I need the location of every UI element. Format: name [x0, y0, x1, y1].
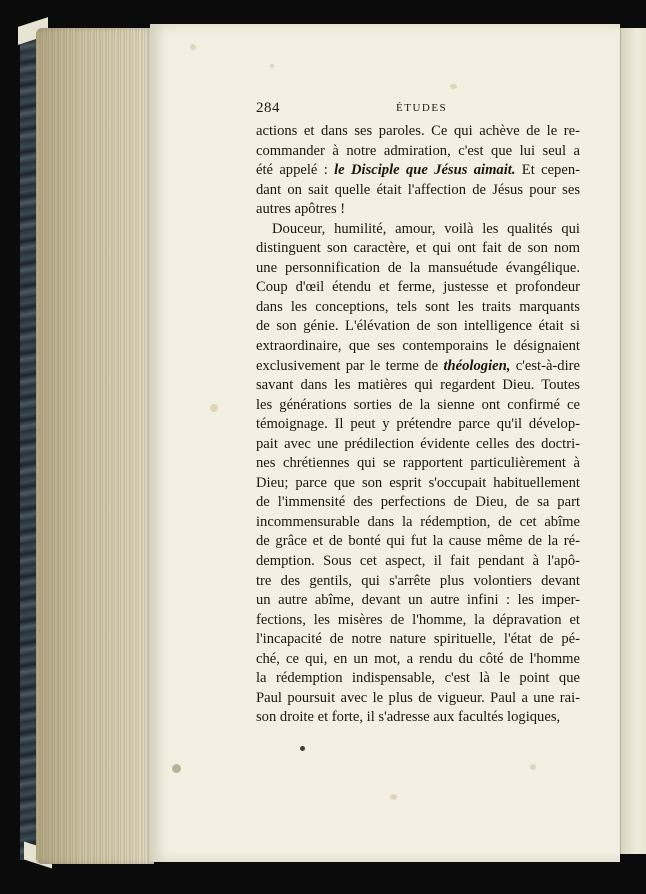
- text-line: [256, 200, 580, 220]
- text-line: [256, 415, 580, 435]
- text-run: Et cepen-: [515, 162, 580, 179]
- text-line: [256, 357, 580, 377]
- text-run: fections, les misères de l'homme, la dépravation et: [256, 611, 580, 628]
- text-line: [256, 669, 580, 689]
- text-line: [256, 161, 580, 181]
- foxing-spot: [210, 404, 218, 412]
- text-line: [256, 630, 580, 650]
- text-line: [256, 278, 580, 298]
- foxing-spot: [172, 764, 181, 773]
- text-line: [256, 611, 580, 631]
- text-run: exclusivement par le terme de: [256, 357, 444, 374]
- foxing-spot: [300, 746, 305, 751]
- text-line: [256, 298, 580, 318]
- text-run: Dieu; parce que son esprit s'occupait habituellement: [256, 474, 580, 491]
- text-line: [256, 532, 580, 552]
- text-run: incommensurable dans la rédemption, de cet abîme: [256, 513, 580, 530]
- text-run: l'incapacité de notre nature spirituelle, l'état de pé-: [256, 631, 580, 648]
- text-run: tre des gentils, qui s'arrête plus volontiers devant: [256, 572, 580, 589]
- text-line: [256, 435, 580, 455]
- body-text: [256, 122, 580, 728]
- text-run: savant dans les matières qui regardent Dieu. Toutes: [256, 377, 580, 394]
- text-run: ché, ce qui, en un mot, a rendu du côté de l'homme: [256, 650, 580, 667]
- text-run: de son génie. L'élévation de son intelligence était si: [256, 318, 580, 335]
- text-line: [256, 650, 580, 670]
- italic-text-run: théologien,: [443, 357, 511, 374]
- foxing-spot: [190, 44, 196, 50]
- text-run: été appelé :: [256, 162, 335, 179]
- running-head: ÉTUDES: [396, 102, 448, 114]
- text-line: [256, 513, 580, 533]
- text-line: [256, 220, 580, 240]
- text-run: actions et dans ses paroles. Ce qui achève de le re-: [256, 123, 580, 139]
- text-run: une personnification de la mansuétude évangélique.: [256, 259, 580, 276]
- italic-text-run: le Disciple que Jésus aimait.: [334, 162, 516, 179]
- text-line: [256, 474, 580, 494]
- facing-page-edge: [620, 28, 646, 854]
- text-run: distinguent son caractère, et qui ont fait de son nom: [256, 240, 580, 257]
- text-line: [256, 259, 580, 279]
- text-line: [256, 396, 580, 416]
- text-line: [256, 317, 580, 337]
- text-run: demption. Sous cet aspect, il fait pendant à l'apô-: [256, 553, 580, 570]
- text-run: pait avec une prédilection évidente celles des doctri-: [256, 435, 580, 452]
- text-run: de grâce et de bonté qui fut la cause même de la ré-: [256, 533, 580, 550]
- text-run: la rédemption indispensable, c'est là le point que: [256, 670, 580, 687]
- text-line: [256, 591, 580, 611]
- text-line: [256, 552, 580, 572]
- text-run: c'est-à-dire: [510, 357, 580, 374]
- text-run: Paul poursuit avec le plus de vigueur. Paul a une rai-: [256, 689, 580, 706]
- foxing-spot: [530, 764, 536, 770]
- text-run: Douceur, humilité, amour, voilà les qualités qui: [272, 220, 580, 237]
- page-number: 284: [256, 100, 280, 116]
- page-edges: [36, 28, 154, 864]
- text-run: autres apôtres !: [256, 201, 346, 218]
- page-header: [256, 100, 578, 120]
- text-run: un autre abîme, devant un autre infini : les imper-: [256, 592, 580, 609]
- text-run: son droite et forte, il s'adresse aux facultés logiques,: [256, 709, 561, 726]
- text-run: commander à notre admiration, c'est que lui seul a: [256, 142, 580, 159]
- foxing-spot: [450, 84, 457, 89]
- text-run: témoignage. Il peut y prétendre parce qu'il dévelop-: [256, 416, 580, 433]
- text-run: dans les conceptions, tels sont les traits marquants: [256, 298, 580, 315]
- foxing-spot: [390, 794, 397, 800]
- text-run: les générations sorties de la sienne ont confirmé ce: [256, 396, 580, 413]
- text-line: [256, 122, 580, 142]
- text-line: [256, 376, 580, 396]
- text-line: [256, 239, 580, 259]
- text-line: [256, 142, 580, 162]
- text-line: [256, 689, 580, 709]
- text-run: nes chrétiennes qui se rapportent particulièrement à: [256, 455, 580, 472]
- text-line: [256, 708, 580, 728]
- text-line: [256, 454, 580, 474]
- text-run: dant on sait quelle était l'affection de Jésus pour ses: [256, 181, 580, 198]
- text-line: [256, 493, 580, 513]
- text-line: [256, 337, 580, 357]
- text-run: Coup d'œil étendu et ferme, justesse et profondeur: [256, 279, 580, 296]
- text-line: [256, 181, 580, 201]
- text-line: [256, 572, 580, 592]
- foxing-spot: [270, 64, 274, 68]
- text-run: extraordinaire, que ses contemporains le désignaient: [256, 338, 580, 355]
- text-run: de l'immensité des perfections de Dieu, de sa part: [256, 494, 580, 511]
